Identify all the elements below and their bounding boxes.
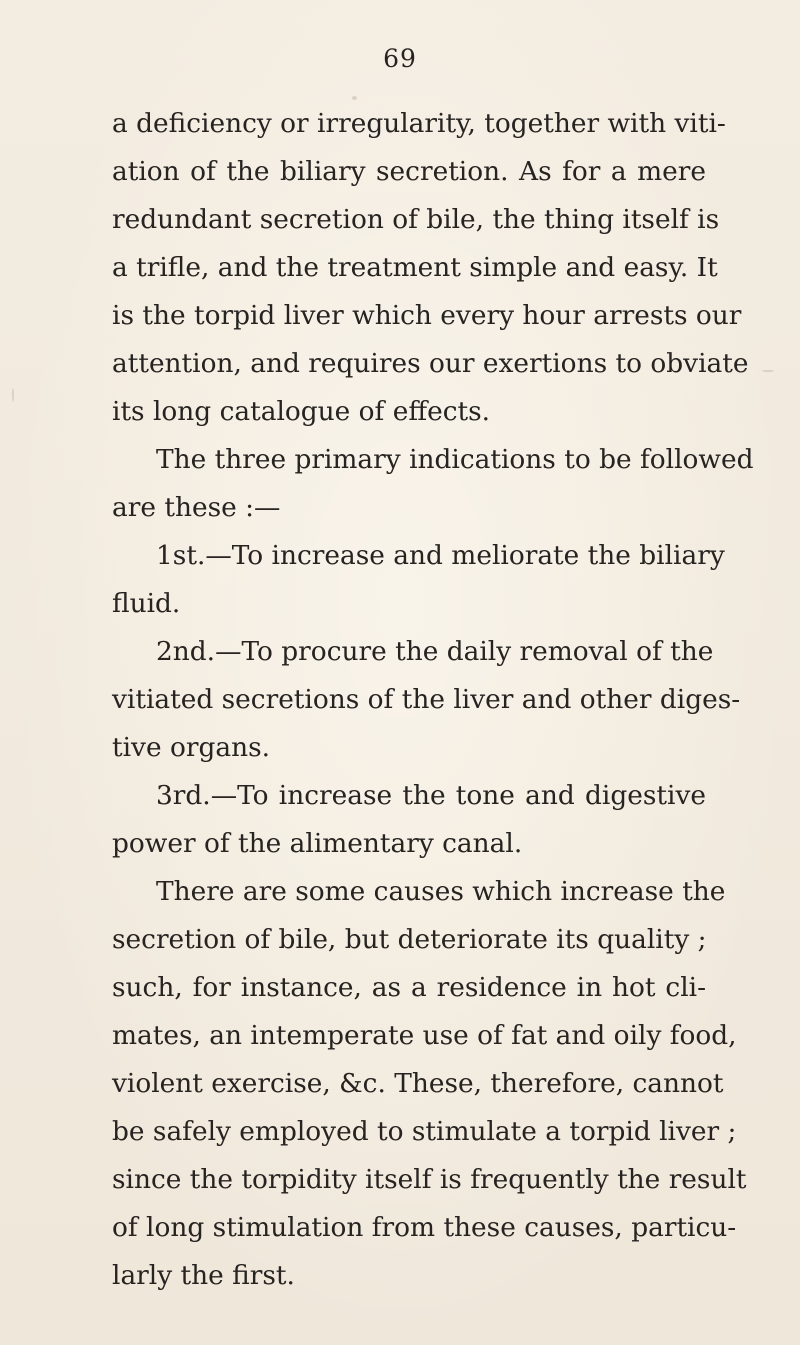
page-number: 69: [383, 44, 417, 73]
text-line: secretion of bile, but deteriorate its quality ;: [112, 924, 707, 955]
text-line: fluid.: [112, 588, 181, 619]
text-line: its long catalogue of effects.: [112, 396, 491, 427]
paragraph-start-line: There are some causes which increase the: [156, 876, 726, 907]
paper-speck: [762, 370, 774, 372]
paper-speck: [12, 388, 14, 402]
text-line: of long stimulation from these causes, particu-: [112, 1212, 737, 1243]
text-line: be safely employed to stimulate a torpid liver ;: [112, 1116, 737, 1147]
text-line: since the torpidity itself is frequently the result: [112, 1164, 747, 1195]
text-line: such, for instance, as a residence in hot cli-: [112, 972, 706, 1003]
indication-third: 3rd.—To increase the tone and digestive: [156, 780, 706, 811]
text-line: is the torpid liver which every hour arrests our: [112, 300, 742, 331]
text-line: a deficiency or irregularity, together with viti-: [112, 108, 726, 139]
paragraph-start-line: The three primary indications to be followed: [156, 444, 754, 475]
text-line: mates, an intemperate use of fat and oily food,: [112, 1020, 737, 1051]
indication-first: 1st.—To increase and meliorate the biliary: [156, 540, 725, 571]
text-line: redundant secretion of bile, the thing itself is: [112, 204, 720, 235]
text-line: larly the first.: [112, 1260, 295, 1291]
text-line: violent exercise, &c. These, therefore, cannot: [112, 1068, 724, 1099]
text-line: are these :—: [112, 492, 281, 523]
text-line: ation of the biliary secretion. As for a mere: [112, 156, 706, 187]
indication-second: 2nd.—To procure the daily removal of the: [156, 636, 714, 667]
text-line: tive organs.: [112, 732, 271, 763]
text-line: attention, and requires our exertions to obviate: [112, 348, 749, 379]
text-line: power of the alimentary canal.: [112, 828, 523, 859]
text-line: vitiated secretions of the liver and other diges-: [112, 684, 741, 715]
text-line: a trifle, and the treatment simple and easy. It: [112, 252, 718, 283]
